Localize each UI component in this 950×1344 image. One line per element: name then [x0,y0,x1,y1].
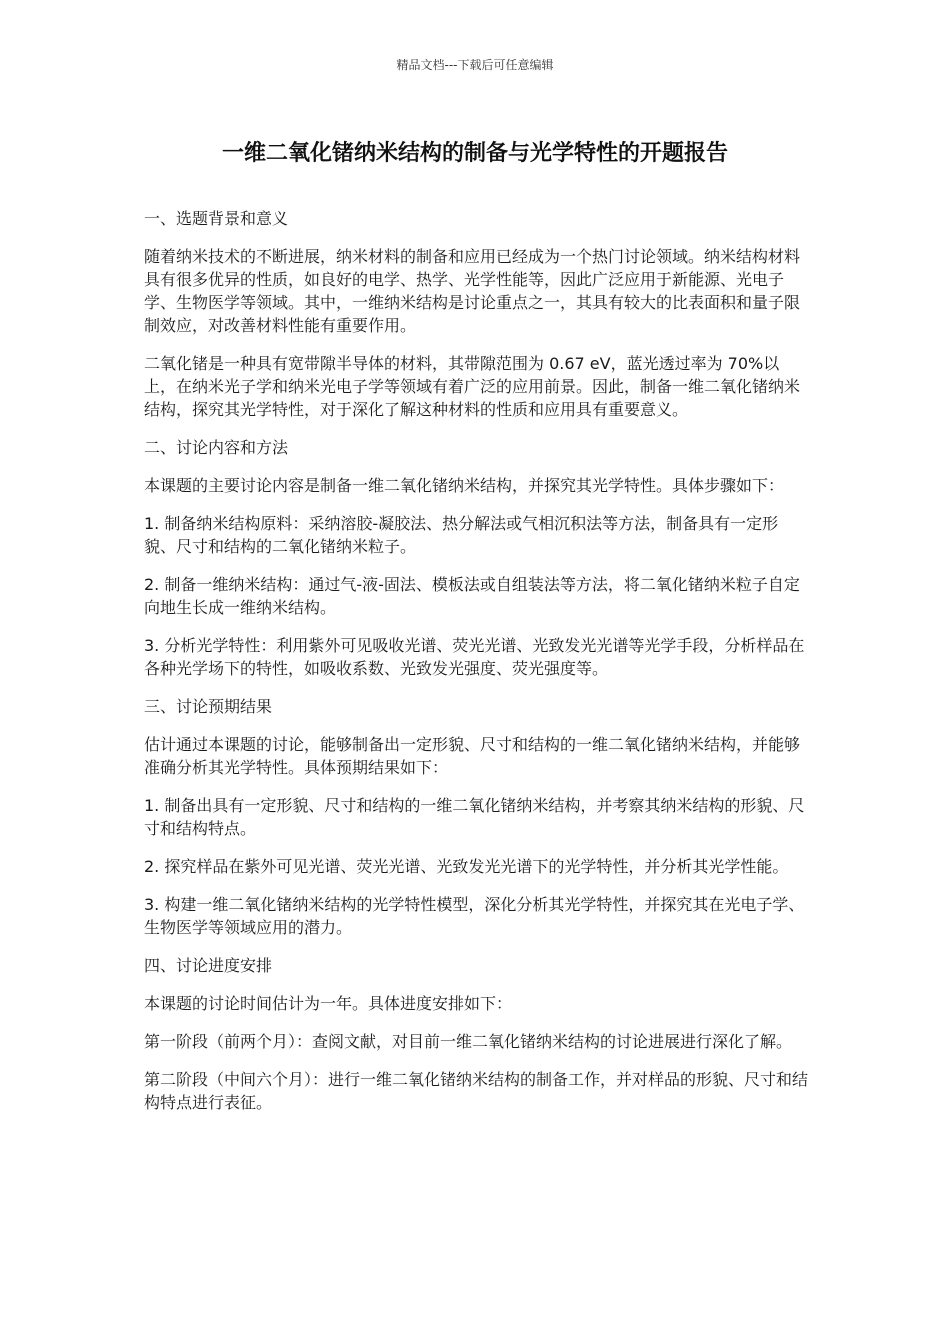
list-item: 1. 制备纳米结构原料：采纳溶胶-凝胶法、热分解法或气相沉积法等方法，制备具有一定形貌、尺寸和结构的二氧化锗纳米粒子。 [144,514,779,556]
section-heading-content-methods: 二、讨论内容和方法 [144,438,289,457]
document-body [144,207,808,1129]
body-paragraph: 本课题的讨论时间估计为一年。具体进度安排如下： [144,994,513,1013]
list-item: 2. 制备一维纳米结构：通过气-液-固法、模板法或自组装法等方法，将二氧化锗纳米粒子自定向地生长成一维纳米结构。 [144,575,800,617]
section-heading-background: 一、选题背景和意义 [144,209,289,228]
section-heading-schedule: 四、讨论进度安排 [144,956,273,975]
document-title: 一维二氧化锗纳米结构的制备与光学特性的开题报告 [221,141,728,166]
body-paragraph: 二氧化锗是一种具有宽带隙半导体的材料，其带隙范围为 0.67 eV，蓝光透过率为 70%以上，在纳米光子学和纳米光电子学等领域有着广泛的应用前景。因此，制备一维二氧化锗纳米结构，探究其光学特性，对于深化了解这种材料的性质和应用具有重要意义。 [144,354,801,419]
list-item: 2. 探究样品在紫外可见光谱、荧光光谱、光致发光光谱下的光学特性，并分析其光学性能。 [144,857,789,876]
list-item: 3. 分析光学特性：利用紫外可见吸收光谱、荧光光谱、光致发光光谱等光学手段，分析样品在各种光学场下的特性，如吸收系数、光致发光强度、荧光强度等。 [144,636,805,678]
list-item: 3. 构建一维二氧化锗纳米结构的光学特性模型，深化分析其光学特性，并探究其在光电子学、生物医学等领域应用的潜力。 [144,895,805,937]
schedule-item: 第一阶段（前两个月）：查阅文献，对目前一维二氧化锗纳米结构的讨论进展进行深化了解。 [144,1032,793,1051]
section-heading-expected-results: 三、讨论预期结果 [144,697,273,716]
body-paragraph: 估计通过本课题的讨论，能够制备出一定形貌、尺寸和结构的一维二氧化锗纳米结构，并能够准确分析其光学特性。具体预期结果如下： [144,735,801,777]
page-header: 精品文档---下载后可任意编辑 [396,58,554,72]
body-paragraph: 随着纳米技术的不断进展，纳米材料的制备和应用已经成为一个热门讨论领域。纳米结构材料具有很多优异的性质，如良好的电学、热学、光学性能等，因此广泛应用于新能源、光电子学、生物医学等领域。其中，一维纳米结构是讨论重点之一，其具有较大的比表面积和量子限制效应，对改善材料性能有重要作用。 [144,247,801,335]
body-paragraph: 本课题的主要讨论内容是制备一维二氧化锗纳米结构，并探究其光学特性。具体步骤如下： [144,476,785,495]
list-item: 1. 制备出具有一定形貌、尺寸和结构的一维二氧化锗纳米结构，并考察其纳米结构的形貌、尺寸和结构特点。 [144,796,805,838]
schedule-item: 第二阶段（中间六个月）：进行一维二氧化锗纳米结构的制备工作，并对样品的形貌、尺寸和结构特点进行表征。 [144,1070,809,1112]
